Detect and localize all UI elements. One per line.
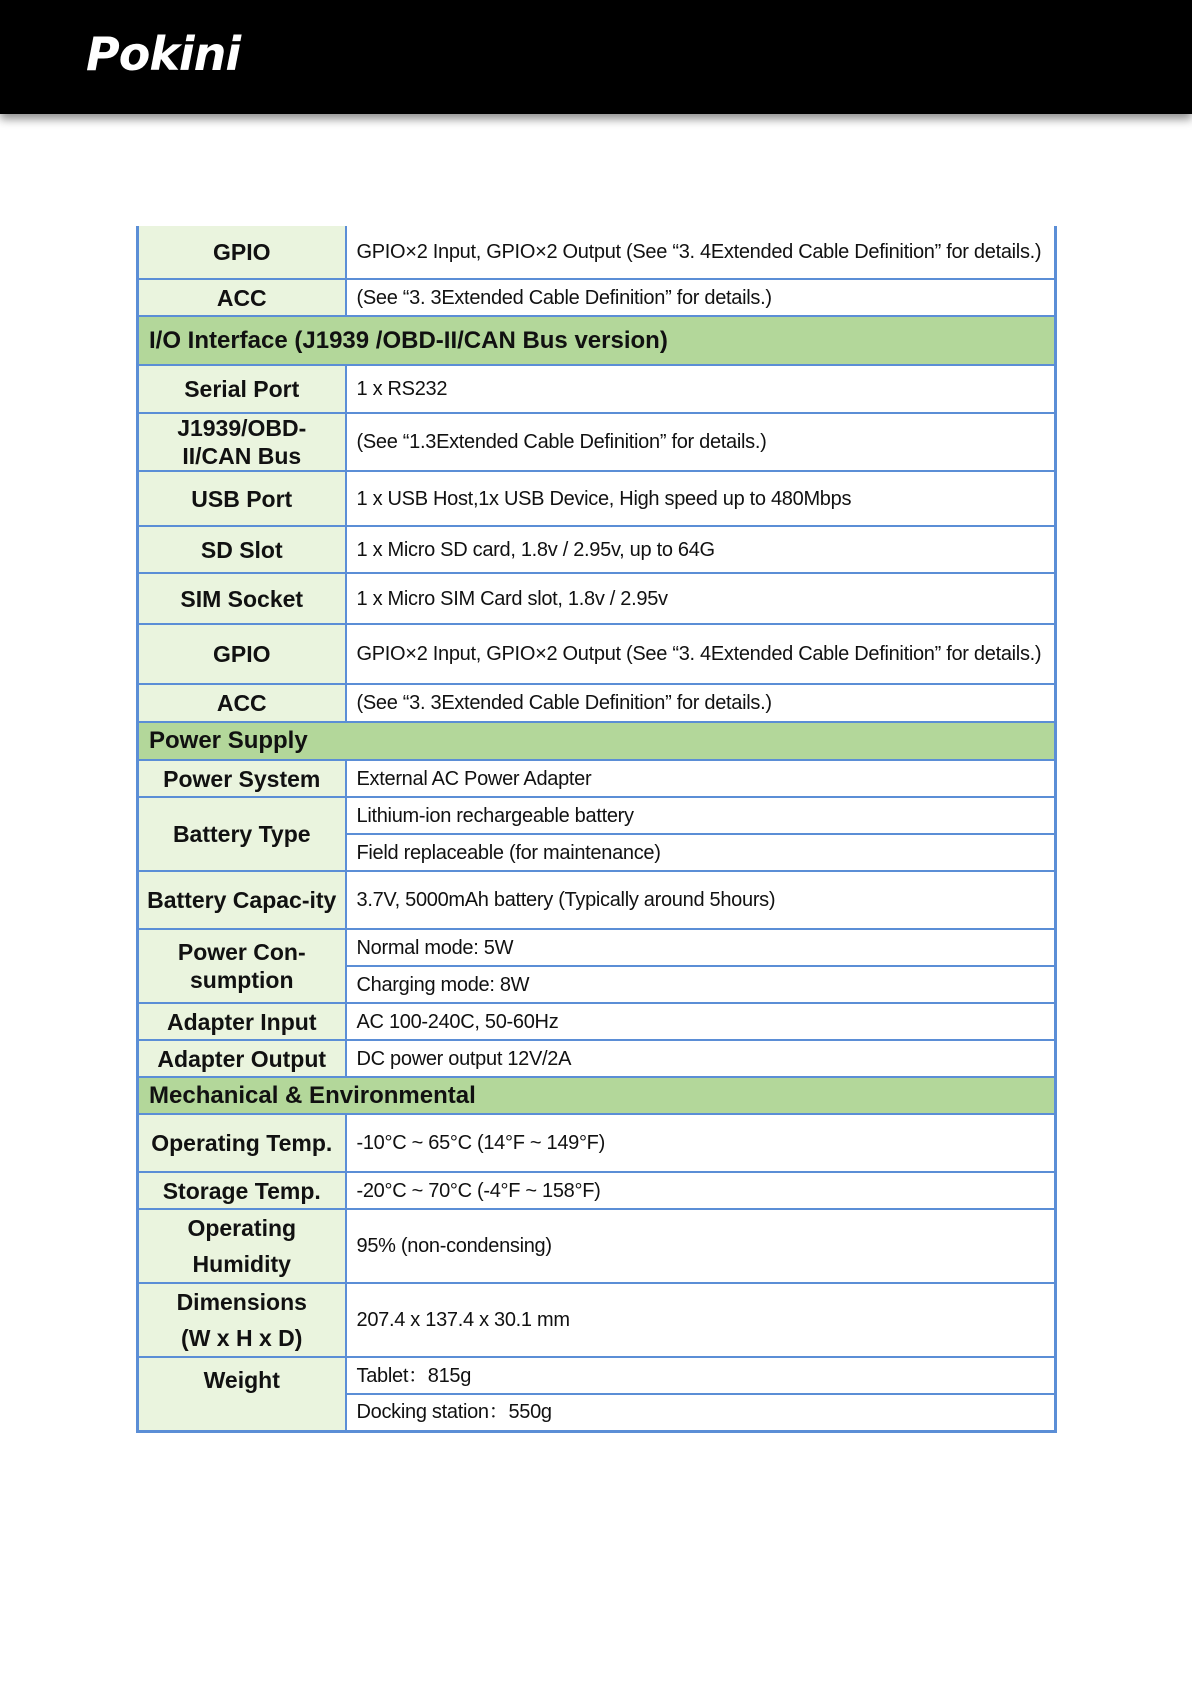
row-value: External AC Power Adapter (346, 760, 1056, 797)
table-row (138, 526, 1056, 573)
row-label: Battery Type (138, 797, 346, 871)
row-value: 95% (non-condensing) (346, 1209, 1056, 1283)
row-label: Power Con-sumption (138, 929, 346, 1003)
row-label: (W x H x D) (138, 1320, 346, 1357)
row-label: Serial Port (138, 365, 346, 413)
row-label: J1939/OBD-II/CAN Bus (138, 413, 346, 471)
table-row (138, 1283, 1056, 1320)
row-label: SD Slot (138, 526, 346, 573)
row-value: Docking station：550g (346, 1394, 1056, 1431)
spec-table (136, 226, 1057, 1433)
row-label: Dimensions (138, 1283, 346, 1320)
row-value: 1 x RS232 (346, 365, 1056, 413)
row-label: ACC (138, 684, 346, 722)
row-label: SIM Socket (138, 573, 346, 624)
header-bar (0, 0, 1192, 114)
table-row (138, 1003, 1056, 1040)
row-value: (See “3. 3Extended Cable Definition” for details.) (346, 279, 1056, 316)
row-value: 1 x Micro SIM Card slot, 1.8v / 2.95v (346, 573, 1056, 624)
section-header (138, 316, 1056, 365)
table-row (138, 1172, 1056, 1209)
brand-logo: Pokini (86, 27, 241, 81)
row-label: ACC (138, 279, 346, 316)
row-label: Adapter Output (138, 1040, 346, 1077)
row-label: Storage Temp. (138, 1172, 346, 1209)
row-label: GPIO (138, 226, 346, 279)
row-value: AC 100-240C, 50-60Hz (346, 1003, 1056, 1040)
table-row (138, 797, 1056, 834)
row-label: Humidity (138, 1246, 346, 1283)
row-label: Operating (138, 1209, 346, 1246)
row-value: Charging mode: 8W (346, 966, 1056, 1003)
table-row (138, 413, 1056, 471)
row-value: 207.4 x 137.4 x 30.1 mm (346, 1283, 1056, 1357)
row-label: Weight (138, 1357, 346, 1431)
row-value: 1 x USB Host,1x USB Device, High speed up to 480Mbps (346, 471, 1056, 526)
table-row (138, 573, 1056, 624)
section-title: I/O Interface (J1939 /OBD-II/CAN Bus version) (138, 316, 1056, 365)
row-value: (See “1.3Extended Cable Definition” for details.) (346, 413, 1056, 471)
row-value: Field replaceable (for maintenance) (346, 834, 1056, 871)
row-value: -10°C ~ 65°C (14°F ~ 149°F) (346, 1114, 1056, 1172)
table-row (138, 471, 1056, 526)
table-row (138, 365, 1056, 413)
row-value: GPIO×2 Input, GPIO×2 Output (See “3. 4Extended Cable Definition” for details.) (346, 624, 1056, 684)
table-row (138, 624, 1056, 684)
section-title: Power Supply (138, 722, 1056, 760)
row-value: DC power output 12V/2A (346, 1040, 1056, 1077)
row-value: (See “3. 3Extended Cable Definition” for details.) (346, 684, 1056, 722)
row-value: Normal mode: 5W (346, 929, 1056, 966)
table-row (138, 1040, 1056, 1077)
row-label: Adapter Input (138, 1003, 346, 1040)
row-label: Power System (138, 760, 346, 797)
table-row (138, 1114, 1056, 1172)
table-row (138, 226, 1056, 279)
row-label: USB Port (138, 471, 346, 526)
table-row (138, 929, 1056, 966)
section-title: Mechanical & Environmental (138, 1077, 1056, 1114)
row-label: Battery Capac-ity (138, 871, 346, 929)
row-value: 3.7V, 5000mAh battery (Typically around 5hours) (346, 871, 1056, 929)
row-value: GPIO×2 Input, GPIO×2 Output (See “3. 4Extended Cable Definition” for details.) (346, 226, 1056, 279)
table-row (138, 1357, 1056, 1394)
row-label: GPIO (138, 624, 346, 684)
row-label: Operating Temp. (138, 1114, 346, 1172)
row-value: Lithium-ion rechargeable battery (346, 797, 1056, 834)
table-row (138, 684, 1056, 722)
section-header (138, 1077, 1056, 1114)
table-row (138, 871, 1056, 929)
table-row (138, 1209, 1056, 1246)
row-value: -20°C ~ 70°C (-4°F ~ 158°F) (346, 1172, 1056, 1209)
row-value: Tablet：815g (346, 1357, 1056, 1394)
row-value: 1 x Micro SD card, 1.8v / 2.95v, up to 64G (346, 526, 1056, 573)
table-row (138, 760, 1056, 797)
section-header (138, 722, 1056, 760)
table-row (138, 279, 1056, 316)
